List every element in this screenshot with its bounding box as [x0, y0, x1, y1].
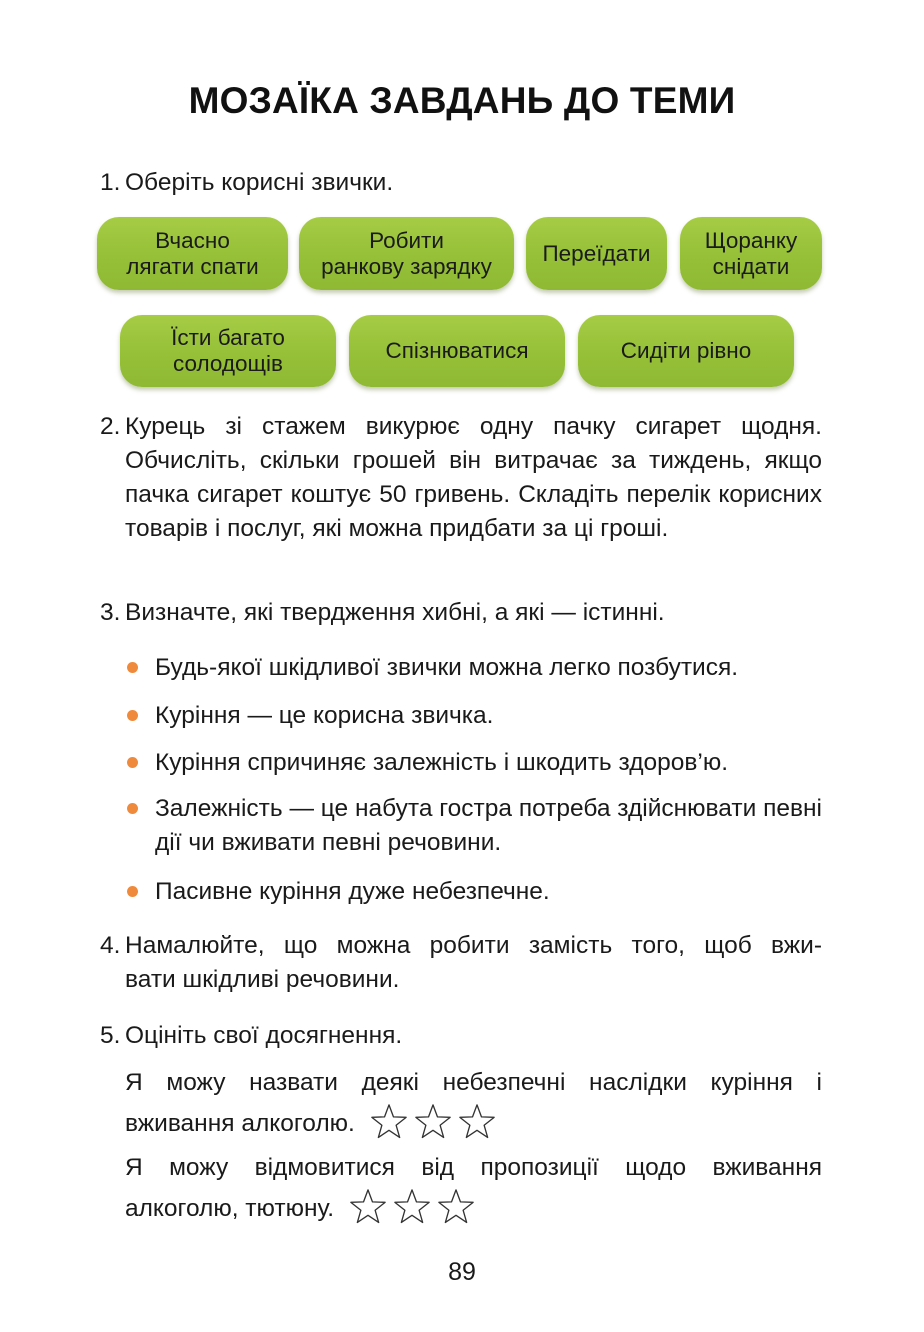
assessment-line: алкоголю, тютюну.	[125, 1195, 335, 1222]
habit-option-morning-exercise[interactable]	[299, 217, 514, 290]
option-line: лягати спати	[126, 253, 259, 279]
option-line: ранкову зарядку	[321, 253, 492, 279]
option-line: Спізнюватися	[385, 338, 529, 363]
habit-option-be-late[interactable]	[349, 315, 565, 387]
statement-item	[125, 699, 822, 733]
option-line: солодощів	[172, 351, 284, 376]
task-text: Оберіть корисні звички.	[125, 169, 394, 196]
bullet-dot-icon	[127, 886, 138, 897]
option-line: Переїдати	[542, 240, 651, 266]
task-text-line: Намалюйте, що можна робити замість того, щоб вжи-	[125, 932, 822, 959]
task-5	[100, 1019, 822, 1053]
task-text: Визначте, які твердження хибні, а які — істинні.	[125, 599, 665, 626]
task-number: 2.	[100, 413, 121, 440]
assessment-line: Я можу назвати деякі небезпечні наслідки куріння і	[125, 1069, 822, 1096]
habit-option-sweets[interactable]	[120, 315, 336, 387]
star-outline-icon[interactable]	[458, 1103, 496, 1141]
task-4	[100, 929, 822, 997]
task-2	[100, 410, 822, 546]
bullet-dot-icon	[127, 757, 138, 768]
task-number: 1.	[100, 169, 121, 196]
assessment-line: вживання алкоголю.	[125, 1110, 355, 1137]
option-line: Їсти багато	[171, 325, 285, 350]
statement-text: Пасивне куріння дуже небезпечне.	[155, 878, 550, 905]
task-text	[125, 929, 822, 997]
bullet-dot-icon	[127, 803, 138, 814]
habit-option-breakfast[interactable]	[680, 217, 822, 290]
bullet-dot-icon	[127, 710, 138, 721]
option-line: снідати	[712, 253, 790, 279]
task-number: 4.	[100, 932, 121, 959]
task-number: 5.	[100, 1022, 121, 1049]
habit-option-bed-on-time[interactable]	[97, 217, 288, 290]
task-number: 3.	[100, 599, 121, 626]
statement-item	[125, 875, 822, 909]
rating-stars	[370, 1103, 496, 1141]
self-assessment-2	[125, 1148, 822, 1229]
page-number: 89	[448, 1258, 476, 1286]
page-title: МОЗАЇКА ЗАВДАНЬ ДО ТЕМИ	[188, 80, 736, 121]
statement-item	[125, 746, 822, 780]
statement-text: Будь-якої шкідливої звички можна легко позбутися.	[155, 654, 739, 681]
bullet-dot-icon	[127, 662, 138, 673]
task-text: Оцініть свої досягнення.	[125, 1022, 403, 1049]
task-text-line: вати шкідливі речовини.	[125, 966, 400, 993]
star-outline-icon[interactable]	[349, 1188, 387, 1226]
self-assessment-1	[125, 1063, 822, 1144]
task-1	[100, 166, 822, 200]
rating-stars	[349, 1188, 475, 1226]
statement-item	[125, 651, 822, 685]
star-outline-icon[interactable]	[393, 1188, 431, 1226]
option-line: Щоранку	[704, 227, 798, 253]
assessment-line: Я можу відмовитися від пропозиції щодо вживання	[125, 1154, 822, 1181]
option-line: Вчасно	[155, 227, 230, 253]
statement-text: Куріння — це корисна звичка.	[155, 702, 494, 729]
task-3	[100, 596, 822, 630]
star-outline-icon[interactable]	[370, 1103, 408, 1141]
statement-text: Залежність — це набута гостра потреба здійснювати певні дії чи вживати певні речовини.	[155, 795, 822, 856]
task-text: Курець зі стажем викурює одну пачку сигарет щодня. Обчисліть, скільки грошей він витрачає за тиждень, якщо пачка сигарет коштує 50 гривень. Складіть перелік корисних товарів і послуг, які можна придбати за ці гроші.	[125, 413, 822, 542]
statement-item	[125, 792, 822, 860]
option-line: Робити	[369, 227, 444, 253]
star-outline-icon[interactable]	[414, 1103, 452, 1141]
star-outline-icon[interactable]	[437, 1188, 475, 1226]
habit-option-overeat[interactable]	[526, 217, 667, 290]
habit-option-sit-straight[interactable]	[578, 315, 794, 387]
option-line: Сидіти рівно	[620, 338, 752, 363]
statement-text: Куріння спричиняє залежність і шкодить здоров’ю.	[155, 749, 729, 776]
